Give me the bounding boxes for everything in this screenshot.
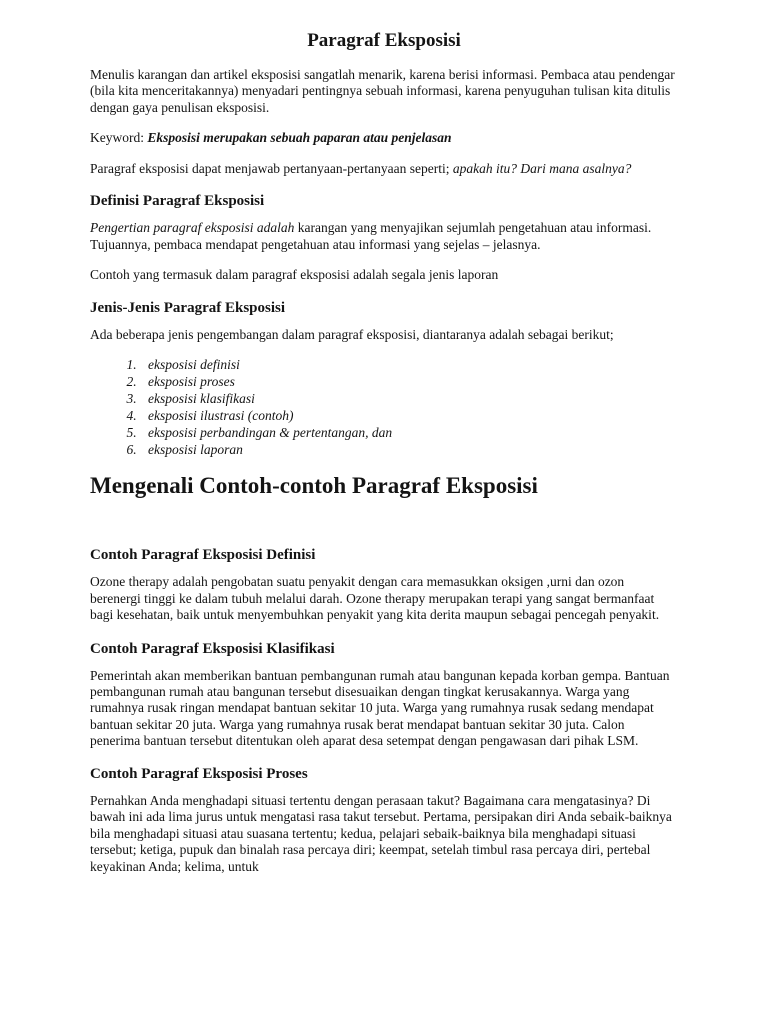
heading-jenis: Jenis-Jenis Paragraf Eksposisi: [90, 299, 286, 316]
jenis-lead: Ada beberapa jenis pengembangan dalam paragraf eksposisi, diantaranya adalah sebagai berikut;: [90, 326, 614, 342]
contoh-klasifikasi-paragraph: Pemerintah akan memberikan bantuan pembangunan rumah atau bangunan kepada korban gempa. Bantuan pembangunan rumah atau bangunan tersebut disesuaikan dengan tingkat kerusakannya. Warga yang rumahnya rusak ringan mendapat bantuan sekitar 10 juta. Warga yang rumahnya rusak sedang mendapat bantuan sekitar 20 juta. Warga yang rumahnya rusak berat mendapat bantuan sekitar 30 juta. Calon penerima bantuan tersebut ditentukan oleh aparat desa setempat dengan pengawasan dari pihak LSM.: [90, 667, 670, 749]
keyword-line: [90, 130, 678, 146]
heading-contoh-klasifikasi: Contoh Paragraf Eksposisi Klasifikasi: [90, 640, 335, 657]
list-item: 1. eksposisi definisi: [140, 357, 678, 373]
heading-contoh-main: Mengenali Contoh-contoh Paragraf Eksposisi: [90, 472, 538, 498]
keyword-emphasis: Eksposisi merupakan sebuah paparan atau penjelasan: [147, 130, 452, 146]
list-item: 6. eksposisi laporan: [140, 442, 678, 458]
heading-contoh-definisi: Contoh Paragraf Eksposisi Definisi: [90, 547, 316, 564]
list-item: 2. eksposisi proses: [140, 374, 678, 390]
keyword-label: Keyword:: [90, 130, 148, 146]
heading-definisi: Definisi Paragraf Eksposisi: [90, 193, 265, 210]
list-item: 5. eksposisi perbandingan & pertentangan, dan: [140, 425, 678, 441]
intro-paragraph: Menulis karangan dan artikel eksposisi sangatlah menarik, karena berisi informasi. Pembaca atau pendengar (bila kita menceritakannya) menyadari pentingnya sebuah informasi, karena penyuguhan tulisan kita ditulis dengan gaya penulisan eksposisi.: [90, 66, 675, 115]
definisi-lead-italic: Pengertian paragraf eksposisi adalah: [90, 220, 295, 236]
definisi-example-note: Contoh yang termasuk dalam paragraf eksposisi adalah segala jenis laporan: [90, 267, 499, 283]
question-emphasis: apakah itu? Dari mana asalnya?: [452, 160, 632, 176]
heading-contoh-proses: Contoh Paragraf Eksposisi Proses: [90, 765, 308, 782]
definisi-paragraph: [90, 220, 678, 253]
contoh-proses-paragraph: Pernahkan Anda menghadapi situasi tertentu dengan perasaan takut? Bagaimana cara mengatasinya? Di bawah ini ada lima jurus untuk mengatasi rasa takut tersebut. Pertama, persipakan diri Anda sebaik-baiknya bila menghadapi situasi atau suasana tertentu; kedua, pelajari sebaik-baiknya bila menghadapi situasi tersebut; ketiga, pupuk dan binalah rasa percaya diri; keempat, setelah timbul rasa percaya diri, pertebal keyakinan Anda; kelima, untuk: [90, 792, 672, 874]
document-title: Paragraf Eksposisi: [307, 30, 461, 51]
list-item: 3. eksposisi klasifikasi: [140, 391, 678, 407]
question-lead: Paragraf eksposisi dapat menjawab pertanyaan-pertanyaan seperti;: [90, 160, 453, 176]
list-item: 4. eksposisi ilustrasi (contoh): [140, 408, 678, 424]
contoh-definisi-paragraph: Ozone therapy adalah pengobatan suatu penyakit dengan cara memasukkan oksigen ,urni dan ozon berenergi tinggi ke dalam tubuh melalui darah. Ozone therapy merupakan terapi yang sangat bermanfaat bagi kesehatan, baik untuk menyembuhkan penyakit yang kita derita maupun sebagai pencegah penyakit.: [90, 574, 660, 623]
jenis-list: [90, 357, 678, 458]
definisi-body: karangan yang menyajikan sejumlah pengetahuan atau informasi. Tujuannya, pembaca mendapat pengetahuan atau informasi yang sejelas – jelasnya.: [90, 220, 652, 252]
question-paragraph: [90, 161, 678, 177]
